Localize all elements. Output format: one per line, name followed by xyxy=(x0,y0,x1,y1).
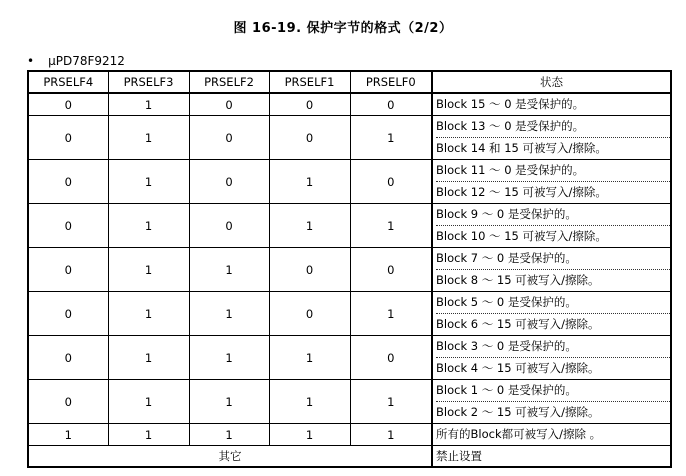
bit-cell: 0 xyxy=(189,204,269,248)
bit-cell: 1 xyxy=(189,424,269,446)
footer-row xyxy=(28,446,671,468)
bit-cell: 0 xyxy=(350,248,432,292)
bit-cell: 0 xyxy=(269,292,350,336)
prohibited-setting-state: 禁止设置 xyxy=(432,446,671,468)
state-line: Block 2 ～ 15 可被写入/擦除。 xyxy=(436,401,670,423)
column-header-prself0: PRSELF0 xyxy=(350,71,432,93)
bit-cell: 1 xyxy=(350,380,432,424)
table-row xyxy=(28,292,671,336)
state-line: 所有的Block都可被写入/擦除 。 xyxy=(436,427,602,441)
bit-cell: 1 xyxy=(269,380,350,424)
bit-cell: 0 xyxy=(189,93,269,116)
device-label xyxy=(27,54,125,68)
bit-cell: 0 xyxy=(350,336,432,380)
state-cell xyxy=(432,116,671,160)
bit-cell: 0 xyxy=(28,380,108,424)
column-header-prself2: PRSELF2 xyxy=(189,71,269,93)
state-line: Block 4 ～ 15 可被写入/擦除。 xyxy=(436,357,670,379)
bit-cell: 0 xyxy=(269,93,350,116)
state-line: Block 9 ～ 0 是受保护的。 xyxy=(436,207,577,221)
bullet-icon: • xyxy=(27,54,35,68)
bit-cell: 0 xyxy=(350,160,432,204)
bit-cell: 0 xyxy=(269,248,350,292)
bit-cell: 1 xyxy=(189,248,269,292)
column-header-prself4: PRSELF4 xyxy=(28,71,108,93)
bit-cell: 1 xyxy=(108,248,189,292)
state-cell xyxy=(432,93,671,116)
bit-cell: 1 xyxy=(28,424,108,446)
bit-cell: 1 xyxy=(269,424,350,446)
bit-cell: 0 xyxy=(28,116,108,160)
state-line: Block 12 ～ 15 可被写入/擦除。 xyxy=(436,181,670,203)
bit-cell: 1 xyxy=(269,336,350,380)
state-cell xyxy=(432,336,671,380)
state-cell xyxy=(432,160,671,204)
bit-cell: 0 xyxy=(189,160,269,204)
bit-cell: 1 xyxy=(108,160,189,204)
bit-cell: 1 xyxy=(189,292,269,336)
bit-cell: 0 xyxy=(189,116,269,160)
column-header-state: 状态 xyxy=(432,71,671,93)
bit-cell: 1 xyxy=(108,424,189,446)
state-line: Block 7 ～ 0 是受保护的。 xyxy=(436,251,577,265)
bit-cell: 0 xyxy=(28,292,108,336)
bit-cell: 1 xyxy=(189,336,269,380)
state-line: Block 8 ～ 15 可被写入/擦除。 xyxy=(436,269,670,291)
device-name: μPD78F9212 xyxy=(48,54,125,68)
bit-cell: 1 xyxy=(108,292,189,336)
bit-cell: 1 xyxy=(108,336,189,380)
table-row xyxy=(28,116,671,160)
bit-cell: 1 xyxy=(189,380,269,424)
table-header-row xyxy=(28,71,671,93)
bit-cell: 1 xyxy=(350,424,432,446)
column-header-prself3: PRSELF3 xyxy=(108,71,189,93)
state-cell xyxy=(432,424,671,446)
state-line: Block 10 ～ 15 可被写入/擦除。 xyxy=(436,225,670,247)
protect-byte-table xyxy=(27,70,672,468)
bit-cell: 1 xyxy=(108,116,189,160)
state-cell xyxy=(432,292,671,336)
bit-cell: 1 xyxy=(350,292,432,336)
other-settings-label: 其它 xyxy=(28,446,432,468)
state-cell xyxy=(432,380,671,424)
bit-cell: 0 xyxy=(350,93,432,116)
state-cell xyxy=(432,248,671,292)
state-line: Block 1 ～ 0 是受保护的。 xyxy=(436,383,577,397)
table-row xyxy=(28,93,671,116)
state-line: Block 3 ～ 0 是受保护的。 xyxy=(436,339,577,353)
state-line: Block 14 和 15 可被写入/擦除。 xyxy=(436,137,670,159)
state-line: Block 15 ～ 0 是受保护的。 xyxy=(436,97,585,111)
bit-cell: 1 xyxy=(108,204,189,248)
bit-cell: 1 xyxy=(269,160,350,204)
state-line: Block 11 ～ 0 是受保护的。 xyxy=(436,163,585,177)
figure-title: 图 16-19. 保护字节的格式（2/2） xyxy=(233,21,453,36)
state-cell xyxy=(432,204,671,248)
table-row xyxy=(28,336,671,380)
bit-cell: 0 xyxy=(269,116,350,160)
bit-cell: 0 xyxy=(28,93,108,116)
bit-cell: 0 xyxy=(28,248,108,292)
bit-cell: 1 xyxy=(108,380,189,424)
bit-cell: 1 xyxy=(108,93,189,116)
bit-cell: 0 xyxy=(28,160,108,204)
state-line: Block 13 ～ 0 是受保护的。 xyxy=(436,119,585,133)
bit-cell: 1 xyxy=(350,116,432,160)
bit-cell: 1 xyxy=(350,204,432,248)
table-row xyxy=(28,248,671,292)
bit-cell: 0 xyxy=(28,204,108,248)
state-line: Block 5 ～ 0 是受保护的。 xyxy=(436,295,577,309)
table-row xyxy=(28,380,671,424)
table-row xyxy=(28,160,671,204)
bit-cell: 1 xyxy=(269,204,350,248)
column-header-prself1: PRSELF1 xyxy=(269,71,350,93)
state-line: Block 6 ～ 15 可被写入/擦除。 xyxy=(436,313,670,335)
table-row xyxy=(28,204,671,248)
bit-cell: 0 xyxy=(28,336,108,380)
table-row xyxy=(28,424,671,446)
